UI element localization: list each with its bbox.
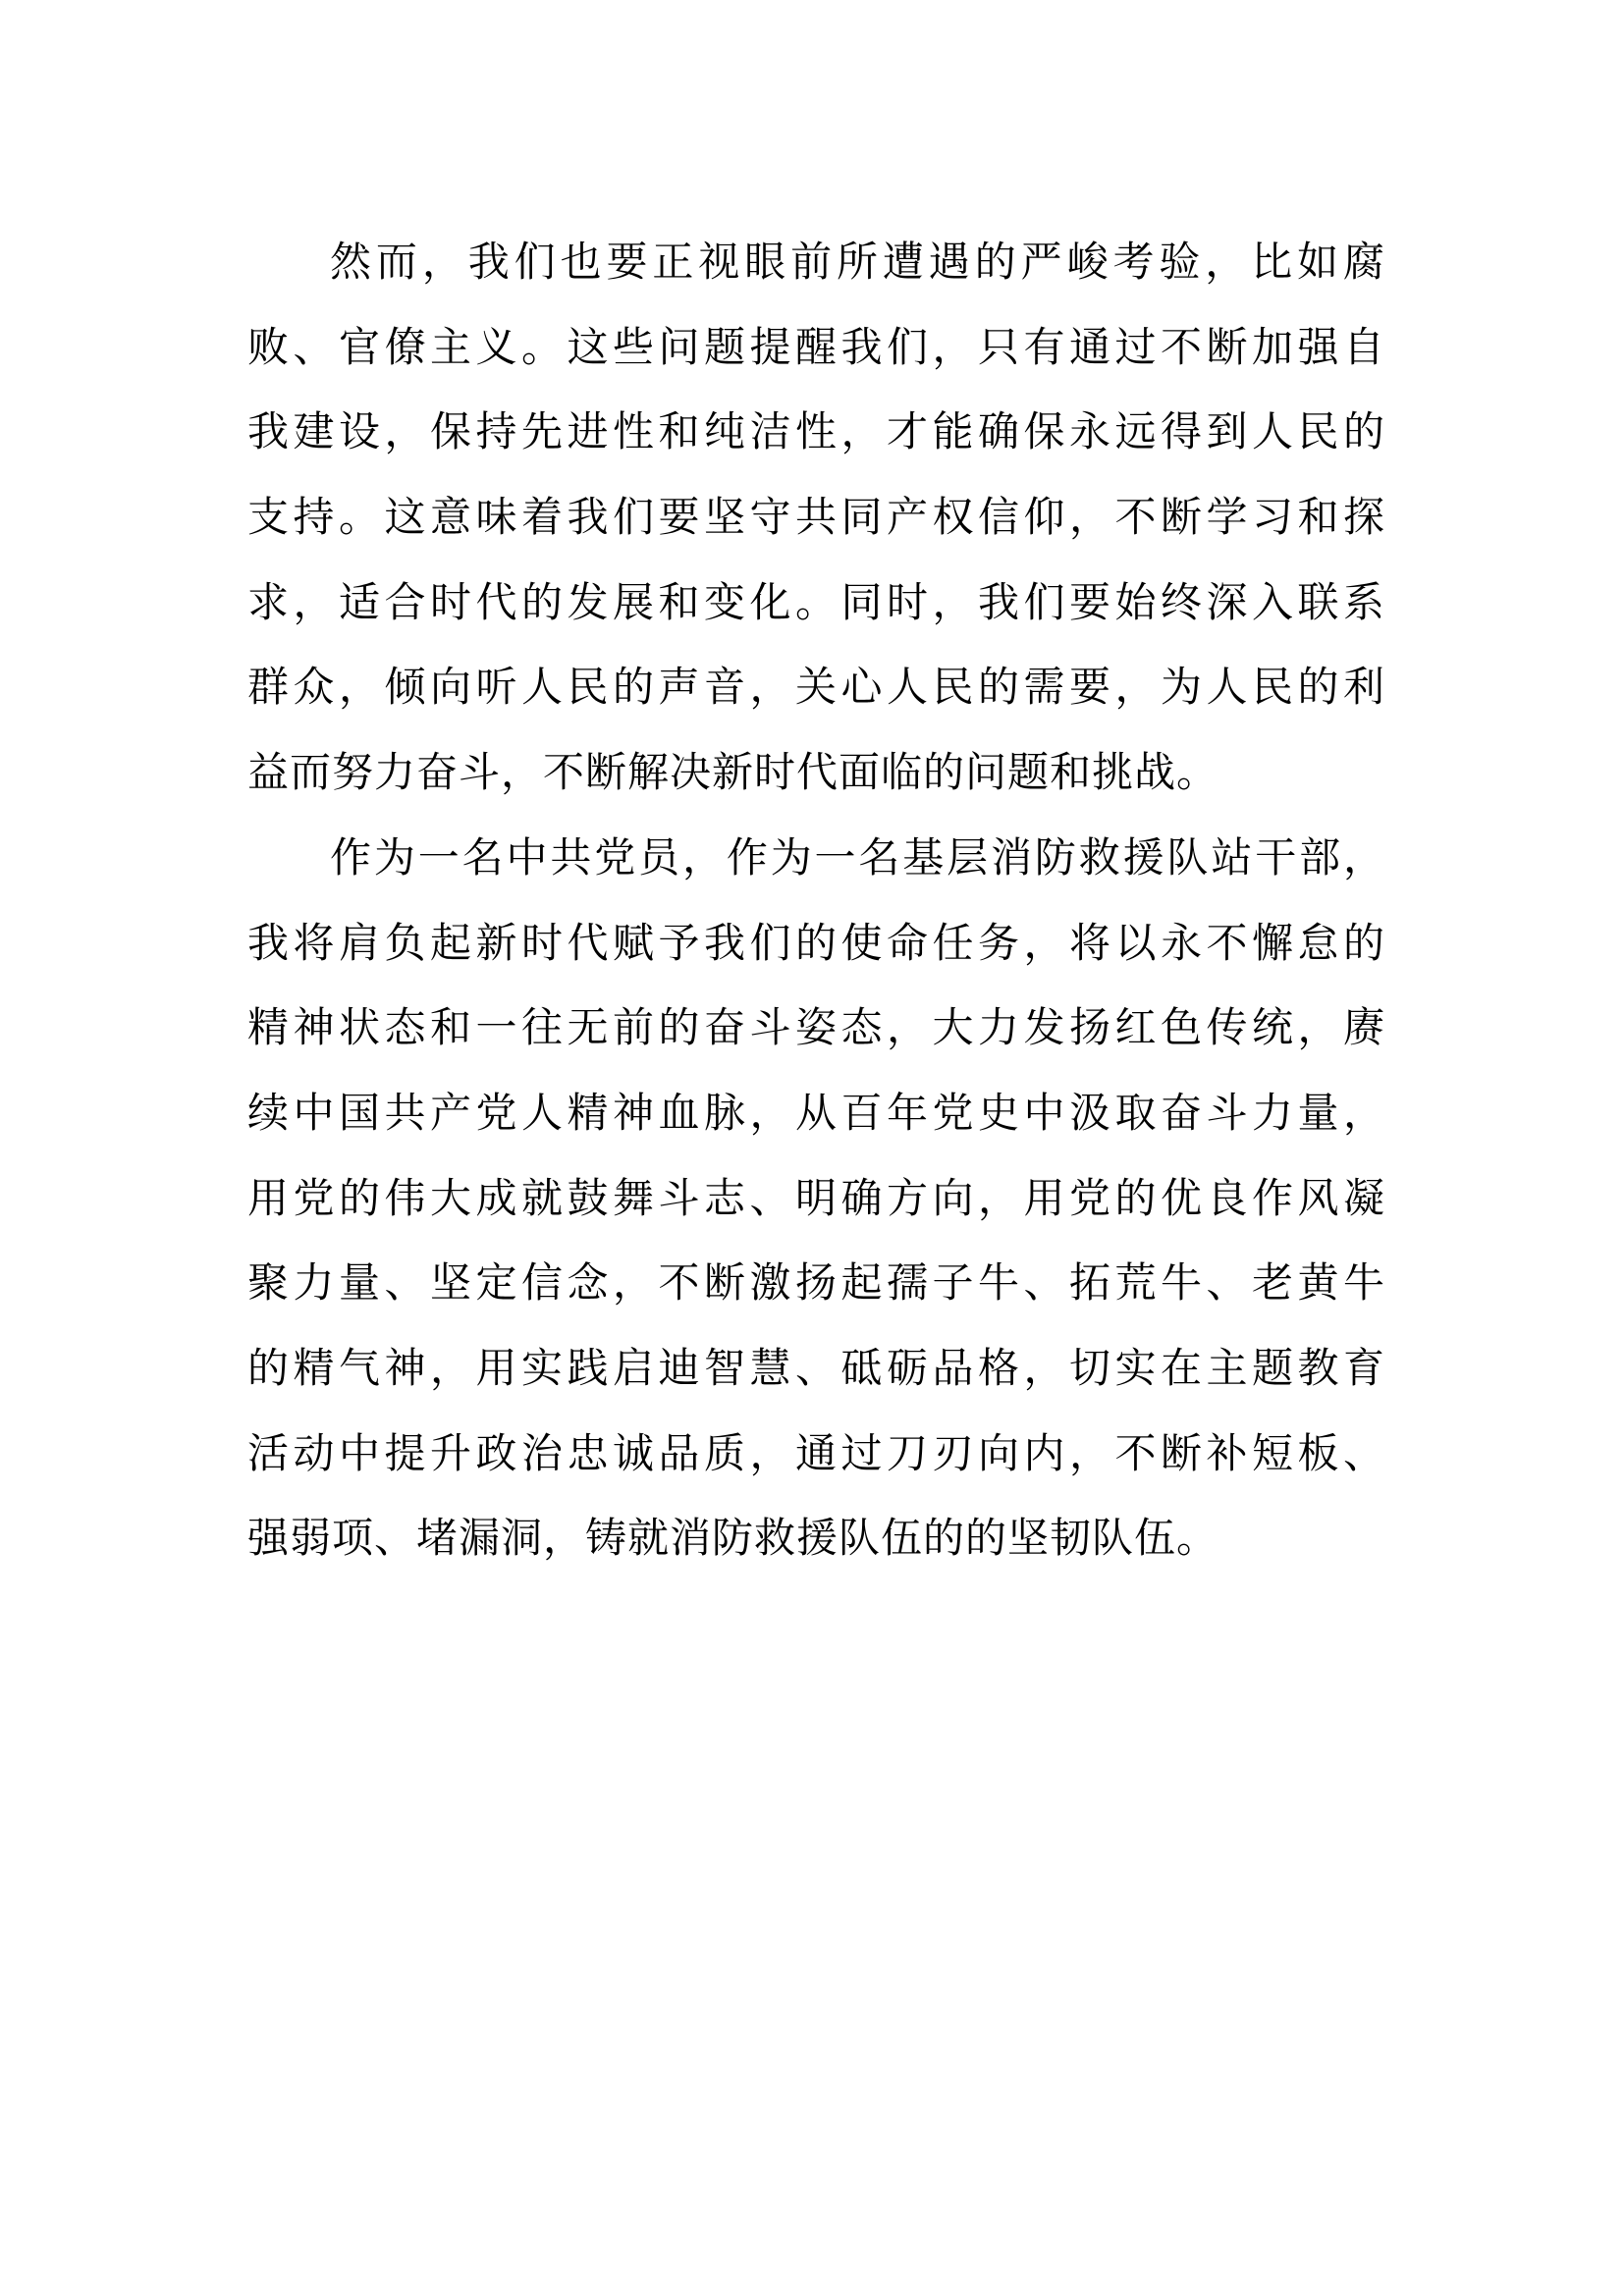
text-line: 作为一名中共党员，作为一名基层消防救援队站干部， — [330, 832, 1384, 881]
text-line: 我将肩负起新时代赋予我们的使命任务，将以永不懈怠的 — [247, 918, 1384, 967]
paragraph-2 — [247, 816, 1384, 1581]
text-line: 我建设，保持先进性和纯洁性，才能确保永远得到人民的 — [247, 407, 1384, 456]
text-line: 败、官僚主义。这些问题提醒我们，只有通过不断加强自 — [247, 322, 1384, 371]
text-line: 续中国共产党人精神血脉，从百年党史中汲取奋斗力量， — [247, 1088, 1384, 1137]
text-line: 群众，倾向听人民的声音，关心人民的需要，为人民的利 — [247, 663, 1384, 712]
body-text — [247, 220, 1384, 1581]
text-line: 聚力量、坚定信念，不断激扬起孺子牛、拓荒牛、老黄牛 — [247, 1258, 1384, 1308]
text-line: 求，适合时代的发展和变化。同时，我们要始终深入联系 — [247, 577, 1384, 626]
text-line: 支持。这意味着我们要坚守共同产权信仰，不断学习和探 — [247, 493, 1384, 542]
text-line: 强弱项、堵漏洞，铸就消防救援队伍的的坚韧队伍。 — [247, 1514, 1219, 1563]
text-line: 然而，我们也要正视眼前所遭遇的严峻考验，比如腐 — [330, 238, 1384, 286]
paragraph-1 — [247, 220, 1384, 816]
text-line: 精神状态和一往无前的奋斗姿态，大力发扬红色传统，赓 — [247, 1003, 1384, 1052]
text-line: 活动中提升政治忠诚品质，通过刀刃向内，不断补短板、 — [247, 1428, 1384, 1477]
text-line: 益而努力奋斗，不断解决新时代面临的问题和挑战。 — [247, 748, 1219, 797]
text-line: 的精气神，用实践启迪智慧、砥砺品格，切实在主题教育 — [247, 1343, 1384, 1392]
text-line: 用党的伟大成就鼓舞斗志、明确方向，用党的优良作风凝 — [247, 1173, 1384, 1222]
